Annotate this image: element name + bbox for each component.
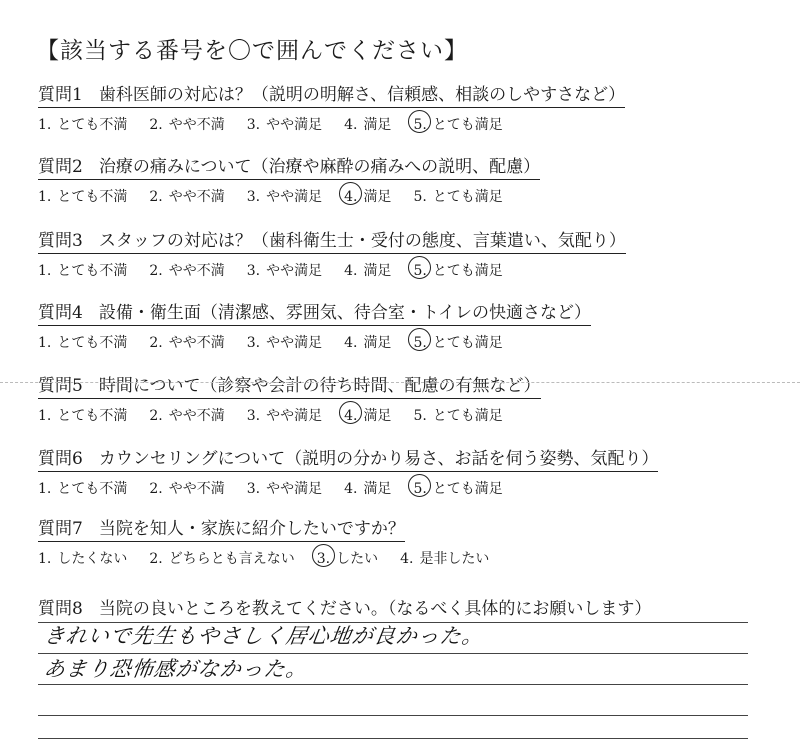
- option-label: とても満足: [432, 263, 503, 279]
- option-5[interactable]: [413, 332, 502, 352]
- option-label: したくない: [57, 551, 128, 567]
- answer-options: [38, 478, 658, 498]
- question-5: [38, 371, 541, 425]
- option-number: 1.: [38, 335, 52, 351]
- selected-circle-mark: [339, 401, 362, 424]
- option-label: どちらとも言えない: [168, 551, 295, 567]
- option-number: 5.: [413, 189, 427, 205]
- option-label: とても不満: [57, 189, 128, 205]
- option-3[interactable]: [247, 114, 322, 134]
- option-label: やや不満: [168, 263, 225, 279]
- option-3[interactable]: [247, 260, 322, 280]
- question-6: [38, 444, 658, 498]
- option-number: 2.: [149, 335, 163, 351]
- scan-artifact-line: [0, 382, 800, 383]
- question-label: カウンセリングについて（説明の分かり易さ、お話を伺う姿勢、気配り）: [98, 449, 659, 469]
- option-3[interactable]: [247, 478, 322, 498]
- option-number: 1.: [38, 117, 52, 133]
- option-label: 是非したい: [419, 551, 490, 567]
- option-label: とても不満: [57, 481, 128, 497]
- option-5[interactable]: [413, 405, 502, 425]
- option-label: やや満足: [266, 189, 323, 205]
- selected-circle-mark: [339, 182, 362, 205]
- selected-circle-mark: [312, 544, 335, 567]
- option-4[interactable]: [344, 332, 391, 352]
- option-label: とても満足: [432, 117, 503, 133]
- question-7: [38, 514, 511, 568]
- option-number: 3.: [246, 117, 261, 133]
- option-number: 3.: [246, 481, 261, 497]
- option-label: したい: [336, 551, 379, 567]
- answer-options: [38, 548, 511, 568]
- option-3[interactable]: [317, 548, 378, 568]
- option-number: 5.: [413, 335, 427, 351]
- question-4-text: [38, 298, 591, 326]
- option-number: 5.: [413, 481, 427, 497]
- option-label: 満足: [363, 263, 392, 279]
- question-label: スタッフの対応は？（歯科衛生士・受付の態度、言葉遣い、気配り）: [98, 231, 626, 251]
- question-number: 質問3: [38, 231, 83, 251]
- question-3-text: [38, 226, 626, 254]
- option-number: 4.: [400, 551, 414, 567]
- question-7-text: [38, 514, 405, 542]
- answer-options: [38, 260, 626, 280]
- option-number: 4.: [344, 408, 358, 424]
- option-number: 3.: [246, 335, 261, 351]
- option-label: とても不満: [57, 335, 128, 351]
- selected-circle-mark: [408, 474, 431, 497]
- option-label: やや満足: [266, 263, 323, 279]
- option-label: とても満足: [432, 189, 503, 205]
- option-1[interactable]: [38, 478, 127, 498]
- question-6-text: [38, 444, 658, 472]
- option-label: やや満足: [266, 408, 323, 424]
- answer-options: [38, 332, 591, 352]
- option-label: とても満足: [432, 481, 503, 497]
- question-number: 質問6: [38, 449, 83, 469]
- option-number: 4.: [344, 263, 358, 279]
- option-4[interactable]: [344, 260, 391, 280]
- option-label: やや不満: [168, 335, 225, 351]
- question-number: 質問5: [38, 376, 83, 396]
- option-number: 3.: [316, 551, 331, 567]
- question-label: 設備・衛生面（清潔感、雰囲気、待合室・トイレの快適さなど）: [98, 303, 591, 323]
- selected-circle-mark: [408, 256, 431, 279]
- option-3[interactable]: [247, 332, 322, 352]
- option-number: 1.: [38, 189, 52, 205]
- option-1[interactable]: [38, 260, 127, 280]
- selected-circle-mark: [408, 328, 431, 351]
- writing-line: [38, 715, 748, 716]
- option-number: 3.: [246, 263, 261, 279]
- question-2-text: [38, 152, 540, 180]
- option-label: 満足: [363, 481, 392, 497]
- option-number: 2.: [149, 481, 163, 497]
- option-label: 満足: [363, 117, 392, 133]
- option-number: 2.: [149, 551, 163, 567]
- option-label: やや不満: [168, 481, 225, 497]
- option-number: 4.: [344, 117, 358, 133]
- question-1-text: [38, 80, 625, 108]
- question-label: 当院を知人・家族に紹介したいですか？: [98, 519, 405, 539]
- option-4[interactable]: [400, 548, 489, 568]
- option-label: 満足: [363, 189, 392, 205]
- handwritten-answer-line-2: あまり恐怖感がなかった。: [42, 657, 310, 681]
- option-label: やや満足: [266, 117, 323, 133]
- option-1[interactable]: [38, 186, 127, 206]
- question-number: 質問8: [38, 599, 83, 619]
- option-number: 1.: [38, 551, 52, 567]
- option-5[interactable]: [413, 186, 502, 206]
- option-label: とても不満: [57, 408, 128, 424]
- option-3[interactable]: [247, 405, 322, 425]
- option-number: 2.: [149, 189, 163, 205]
- option-number: 2.: [149, 263, 163, 279]
- answer-options: [38, 405, 541, 425]
- option-label: とても満足: [432, 335, 503, 351]
- option-label: やや不満: [168, 117, 225, 133]
- option-label: とても満足: [432, 408, 503, 424]
- option-5[interactable]: [413, 260, 502, 280]
- option-number: 4.: [344, 335, 358, 351]
- option-number: 4.: [344, 481, 358, 497]
- option-number: 1.: [38, 408, 52, 424]
- option-number: 4.: [344, 189, 358, 205]
- option-number: 1.: [38, 481, 52, 497]
- option-5[interactable]: [413, 114, 502, 134]
- handwritten-answer-line-1: きれいで先生もやさしく居心地が良かった。: [42, 624, 486, 648]
- option-1[interactable]: [38, 548, 127, 568]
- option-2[interactable]: [149, 186, 224, 206]
- option-5[interactable]: [413, 478, 502, 498]
- answer-options: [38, 186, 540, 206]
- option-label: 満足: [363, 335, 392, 351]
- option-2[interactable]: [149, 478, 224, 498]
- question-number: 質問1: [38, 85, 83, 105]
- option-number: 3.: [246, 189, 261, 205]
- option-2[interactable]: [149, 548, 294, 568]
- writing-line: [38, 684, 748, 685]
- option-label: とても不満: [57, 117, 128, 133]
- option-label: やや満足: [266, 335, 323, 351]
- option-4[interactable]: [344, 405, 391, 425]
- option-2[interactable]: [149, 260, 224, 280]
- option-number: 1.: [38, 263, 52, 279]
- question-2: [38, 152, 540, 206]
- option-number: 5.: [413, 408, 427, 424]
- question-number: 質問2: [38, 157, 83, 177]
- option-1[interactable]: [38, 114, 127, 134]
- option-2[interactable]: [149, 114, 224, 134]
- writing-line: [38, 738, 748, 739]
- question-label: 時間について（診察や会計の待ち時間、配慮の有無など）: [98, 376, 541, 396]
- option-label: やや満足: [266, 481, 323, 497]
- question-5-text: [38, 371, 541, 399]
- option-number: 2.: [149, 408, 163, 424]
- option-2[interactable]: [149, 332, 224, 352]
- question-number: 質問7: [38, 519, 83, 539]
- option-label: とても不満: [57, 263, 128, 279]
- question-label: 治療の痛みについて（治療や麻酔の痛みへの説明、配慮）: [98, 157, 541, 177]
- option-3[interactable]: [247, 186, 322, 206]
- option-4[interactable]: [344, 478, 391, 498]
- option-number: 3.: [246, 408, 261, 424]
- option-number: 2.: [149, 117, 163, 133]
- option-4[interactable]: [344, 114, 391, 134]
- option-1[interactable]: [38, 405, 127, 425]
- question-label: 歯科医師の対応は？（説明の明解さ、信頼感、相談のしやすさなど）: [98, 85, 626, 105]
- question-4: [38, 298, 591, 352]
- option-number: 5.: [413, 117, 427, 133]
- question-3: [38, 226, 626, 280]
- answer-options: [38, 114, 625, 134]
- question-number: 質問4: [38, 303, 83, 323]
- option-1[interactable]: [38, 332, 127, 352]
- question-8: [38, 594, 651, 621]
- option-label: やや不満: [168, 189, 225, 205]
- option-label: 満足: [363, 408, 392, 424]
- option-number: 5.: [413, 263, 427, 279]
- page-title: 【該当する番号を〇で囲んでください】: [36, 38, 468, 64]
- option-label: やや不満: [168, 408, 225, 424]
- question-label: 当院の良いところを教えてください。（なるべく具体的にお願いします）: [98, 599, 652, 619]
- question-8-text: [38, 594, 651, 621]
- option-2[interactable]: [149, 405, 224, 425]
- question-1: [38, 80, 625, 134]
- selected-circle-mark: [408, 110, 431, 133]
- option-4[interactable]: [344, 186, 391, 206]
